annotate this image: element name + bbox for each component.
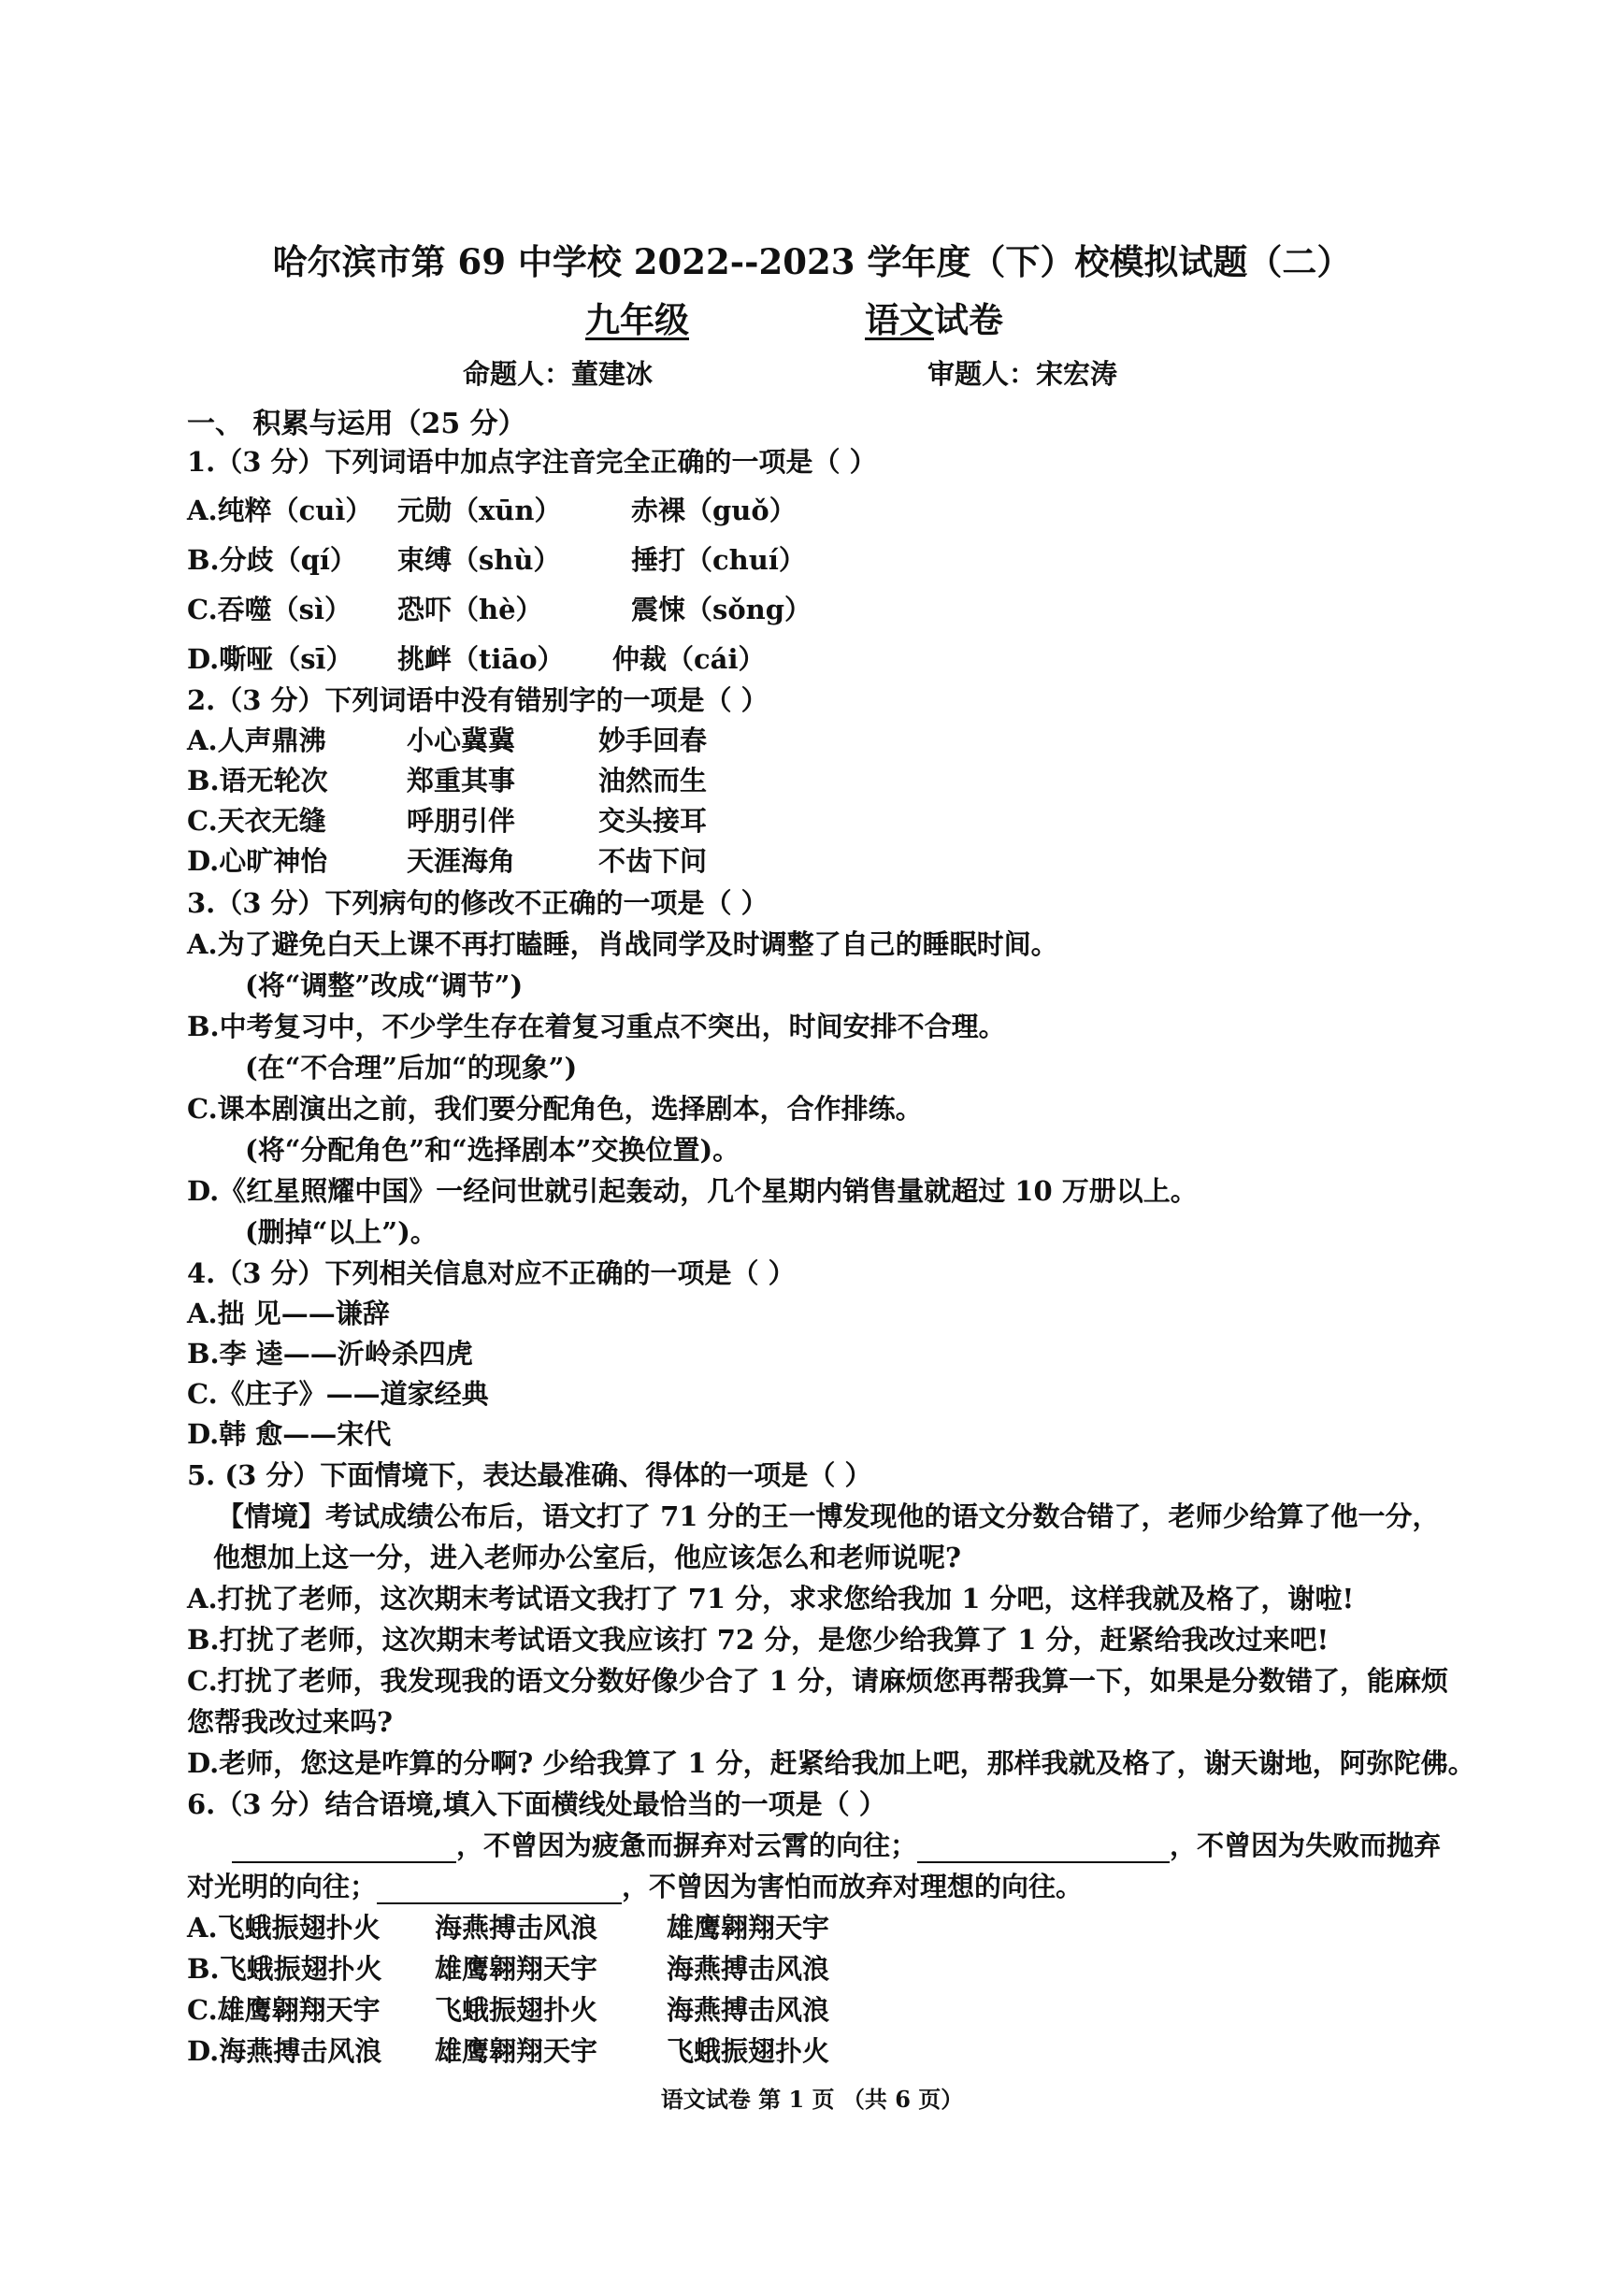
q5-context-line-1: 【情境】考试成绩公布后，语文打了 71 分的王一博发现他的语文分数合错了，老师少给算了他一分， [217,1500,1440,1532]
q6-fill-line-1 [232,1825,1441,1863]
exam-title: 哈尔滨市第 69 中学校 2022--2023 学年度（下）校模拟试题（二） [272,241,1352,282]
q2-option-d-1: D.心旷神怡 [187,845,328,877]
blank-3[interactable] [377,1874,622,1904]
q4-option-c: C.《庄子》——道家经典 [187,1378,489,1410]
q5-option-c-line-2: 您帮我改过来吗? [187,1706,393,1738]
page-footer: 语文试卷 第 1 页 （共 6 页） [660,2086,964,2113]
q6-fill-text-1b: ，不曾因为失败而抛弃 [1170,1830,1442,1861]
question-6-stem: 6.（3 分）结合语境,填入下面横线处最恰当的一项是（ ） [187,1788,886,1820]
blank-1[interactable] [232,1833,456,1863]
q1-option-a-2: 元勋（xūn） [397,495,562,526]
q6-fill-text-2a: 对光明的向往； [187,1871,378,1902]
q6-option-c-1: C.雄鹰翱翔天宇 [187,1994,381,2026]
grade-underlined: 九年级 [585,299,689,340]
q4-option-b: B.李 逵——沂岭杀四虎 [187,1338,473,1370]
q2-option-b-2: 郑重其事 [407,765,516,796]
q1-option-c-3: 震悚（sǒng） [631,594,812,625]
q2-option-b-3: 油然而生 [598,765,708,796]
q1-option-a-3: 赤裸（guǒ） [631,495,797,526]
question-5-stem: 5. (3 分）下面情境下，表达最准确、得体的一项是（ ） [187,1459,872,1491]
q2-option-a-3: 妙手回春 [598,725,708,756]
question-3-stem: 3.（3 分）下列病句的修改不正确的一项是（ ） [187,887,769,919]
q3-option-b-note: (在“不合理”后加“的现象”) [245,1052,578,1083]
question-4-stem: 4.（3 分）下列相关信息对应不正确的一项是（ ） [187,1257,796,1289]
q1-option-b-2: 束缚（shù） [397,544,561,576]
reviewer-label: 审题人：宋宏涛 [927,358,1118,390]
subject-rest: 试卷 [934,299,1003,340]
q2-option-d-3: 不齿下问 [598,845,708,877]
q6-option-b-2: 雄鹰翱翔天宇 [435,1953,598,1985]
grade-label [585,292,689,342]
q6-option-b-1: B.飞蛾振翅扑火 [187,1953,382,1985]
q6-option-d-3: 飞蛾振翅扑火 [667,2035,830,2067]
q3-option-d: D.《红星照耀中国》一经问世就引起轰动，几个星期内销售量就超过 10 万册以上。 [187,1175,1198,1207]
q6-option-c-3: 海燕搏击风浪 [667,1994,830,2026]
q5-context-line-2: 他想加上这一分，进入老师办公室后，他应该怎么和老师说呢? [213,1542,961,1573]
q1-option-c-2: 恐吓（hè） [397,594,543,625]
q2-option-d-2: 天涯海角 [407,845,516,877]
q6-fill-text-1a: ，不曾因为疲惫而摒弃对云霄的向往； [456,1830,918,1861]
blank-2[interactable] [917,1833,1170,1863]
q3-option-b: B.中考复习中，不少学生存在着复习重点不突出，时间安排不合理。 [187,1011,1006,1042]
q6-option-b-3: 海燕搏击风浪 [667,1953,830,1985]
q6-fill-text-2b: ，不曾因为害怕而放弃对理想的向往。 [622,1871,1084,1902]
question-2-stem: 2.（3 分）下列词语中没有错别字的一项是（ ） [187,684,769,716]
q3-option-a: A.为了避免白天上课不再打瞌睡，肖战同学及时调整了自己的睡眠时间。 [187,928,1058,960]
q1-option-b-3: 捶打（chuí） [631,544,806,576]
q2-option-a-2: 小心冀冀 [407,725,516,756]
q4-option-d: D.韩 愈——宋代 [187,1418,392,1450]
q3-option-c-note: (将“分配角色”和“选择剧本”交换位置)。 [245,1134,740,1166]
q4-option-a: A.拙 见——谦辞 [187,1298,390,1329]
q1-option-a-1: A.纯粹（cuì） [187,495,373,526]
q3-option-c: C.课本剧演出之前，我们要分配角色，选择剧本，合作排练。 [187,1093,923,1125]
q1-option-d-2: 挑衅（tiāo） [397,643,565,675]
q3-option-a-note: (将“调整”改成“调节”) [245,969,524,1001]
q5-option-b: B.打扰了老师，这次期末考试语文我应该打 72 分，是您少给我算了 1 分，赶紧给我改过来吧! [187,1624,1329,1656]
q6-option-c-2: 飞蛾振翅扑火 [435,1994,598,2026]
q3-option-d-note: (删掉“以上”)。 [245,1216,438,1248]
q6-option-d-2: 雄鹰翱翔天宇 [435,2035,598,2067]
q6-option-d-1: D.海燕搏击风浪 [187,2035,382,2067]
q6-fill-line-2 [187,1866,1083,1904]
setter-label: 命题人：董建冰 [463,358,654,390]
q6-option-a-2: 海燕搏击风浪 [435,1912,598,1944]
q2-option-c-1: C.天衣无缝 [187,805,326,837]
q6-option-a-1: A.飞蛾振翅扑火 [187,1912,381,1944]
q2-option-c-3: 交头接耳 [598,805,708,837]
question-1-stem: 1.（3 分）下列词语中加点字注音完全正确的一项是（ ） [187,446,877,478]
q1-option-d-3: 仲裁（cái） [612,643,766,675]
section-heading: 一、 积累与运用（25 分） [187,408,526,440]
q5-option-d: D.老师，您这是咋算的分啊? 少给我算了 1 分，赶紧给我加上吧，那样我就及格了，谢天谢地，阿弥陀佛。 [187,1747,1475,1779]
q5-option-a: A.打扰了老师，这次期末考试语文我打了 71 分，求求您给我加 1 分吧，这样我就及格了，谢啦! [187,1583,1355,1614]
subject-underlined: 语文 [865,299,934,340]
q1-option-b-1: B.分歧（qí） [187,544,357,576]
q6-option-a-3: 雄鹰翱翔天宇 [667,1912,830,1944]
subject-label [865,292,1003,342]
q5-option-c-line-1: C.打扰了老师，我发现我的语文分数好像少合了 1 分，请麻烦您再帮我算一下，如果是分数错了，能麻烦 [187,1665,1449,1697]
q1-option-d-1: D.嘶哑（sī） [187,643,353,675]
q1-option-c-1: C.吞噬（sì） [187,594,352,625]
q2-option-a-1: A.人声鼎沸 [187,725,326,756]
q2-option-c-2: 呼朋引伴 [407,805,516,837]
q2-option-b-1: B.语无轮次 [187,765,328,796]
